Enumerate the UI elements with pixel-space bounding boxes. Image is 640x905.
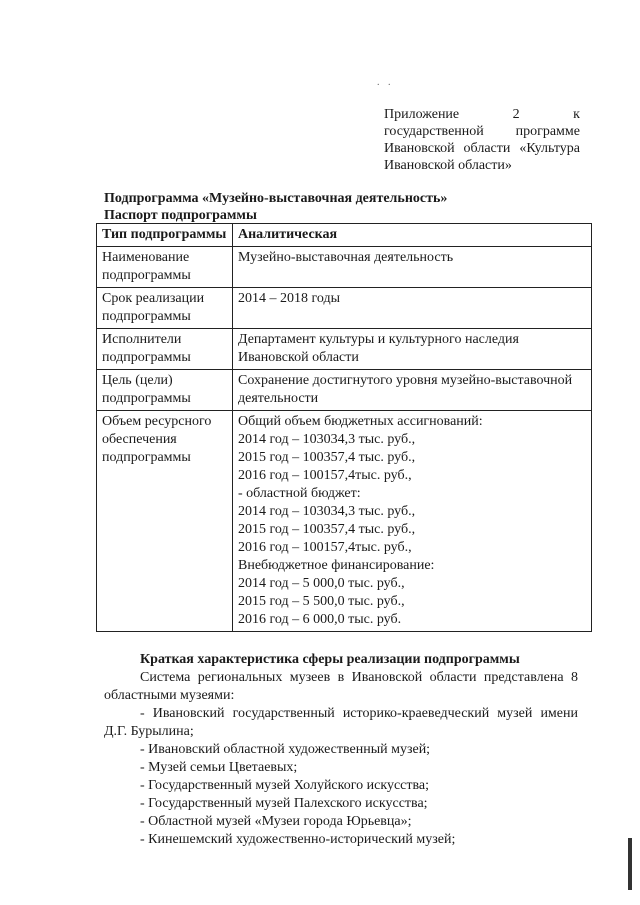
museum-item: - Государственный музей Холуйского искусства; [140,778,430,793]
scan-speck: . . [377,77,394,88]
funding-line: - областной бюджет: [238,486,361,501]
brief-title: Краткая характеристика сферы реализации подпрограммы [140,652,520,667]
row-value: Музейно-выставочная деятельность [233,247,592,288]
brief-body [104,669,578,849]
table-row [97,247,592,288]
row-value: 2014 – 2018 годы [233,288,592,329]
funding-line: 2014 год – 103034,3 тыс. руб., [238,432,416,447]
museum-item: - Ивановский государственный историко-краеведческий музей имени Д.Г. Бурылина; [104,706,578,739]
museum-item: - Государственный музей Палехского искусства; [140,796,428,811]
table-row [97,224,592,247]
funding-line: 2014 год – 5 000,0 тыс. руб., [238,576,405,591]
appendix-to: к [573,107,580,122]
funding-line: 2016 год – 100157,4тыс. руб., [238,540,412,555]
passport-table [96,223,592,632]
table-row [97,288,592,329]
table-row [97,329,592,370]
funding-line: 2016 год – 100157,4тыс. руб., [238,468,412,483]
funding-line: 2015 год – 100357,4 тыс. руб., [238,522,416,537]
appendix-word: Приложение [384,107,460,122]
funding-line: 2015 год – 100357,4 тыс. руб., [238,450,416,465]
funding-line: 2016 год – 6 000,0 тыс. руб. [238,612,402,627]
row-label: Цель (цели) подпрограммы [97,370,233,411]
row-value: Сохранение достигнутого уровня музейно-выставочной деятельности [233,370,592,411]
row-label: Исполнители подпрограммы [97,329,233,370]
appendix-first-line [384,106,580,123]
museum-item: - Ивановский областной художественный музей; [140,742,431,757]
row-label: Срок реализации подпрограммы [97,288,233,329]
row-value: Аналитическая [233,224,592,247]
appendix-number: 2 [512,107,520,122]
museum-item: - Музей семьи Цветаевых; [140,760,298,775]
funding-line: 2015 год – 5 500,0 тыс. руб., [238,594,405,609]
funding-lines [233,411,592,632]
appendix-rest: государственной программе Ивановской области «Культура Ивановской области» [384,124,580,173]
row-label: Объем ресурсного обеспечения подпрограммы [97,411,233,632]
funding-line: Внебюджетное финансирование: [238,558,435,573]
brief-intro: Система региональных музеев в Ивановской области представлена 8 областными музеями: [104,670,578,703]
museum-item: - Кинешемский художественно-исторический музей; [140,832,456,847]
funding-line: Общий объем бюджетных ассигнований: [238,414,483,429]
row-label: Тип подпрограммы [97,224,233,247]
row-label: Наименование подпрограммы [97,247,233,288]
funding-line: 2014 год – 103034,3 тыс. руб., [238,504,416,519]
row-value: Департамент культуры и культурного наследия Ивановской области [233,329,592,370]
subprogram-title: Подпрограмма «Музейно-выставочная деятельность» [104,191,448,206]
table-row [97,370,592,411]
museum-item: - Областной музей «Музеи города Юрьевца»; [140,814,412,829]
table-row [97,411,592,632]
passport-title: Паспорт подпрограммы [104,208,257,223]
margin-mark [628,838,632,890]
appendix-header [384,106,580,174]
